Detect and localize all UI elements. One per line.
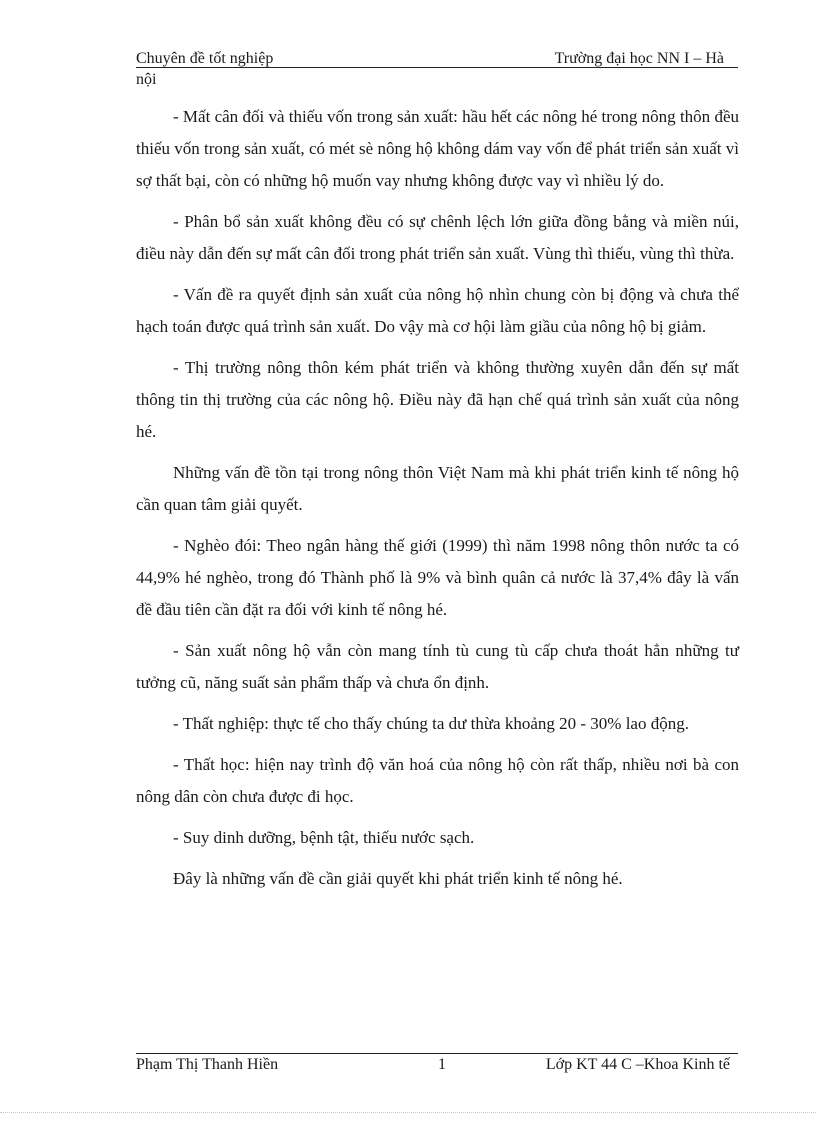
page-footer — [136, 1056, 738, 1078]
paragraph: - Mất cân đối và thiếu vốn trong sản xuất: hầu hết các nông hé trong nông thôn đều thiếu vốn trong sản xuất, có mét sè nông hộ không dám vay vốn để phát triển sản xuất vì sợ thất bại, còn có những hộ muốn vay nhưng không được vay vì nhiều lý do. — [136, 107, 739, 190]
paragraph: Đây là những vấn đề cần giải quyết khi phát triển kinh tế nông hé. — [173, 869, 623, 888]
document-body — [136, 101, 739, 904]
paragraph: - Sản xuất nông hộ vẫn còn mang tính tù cung tù cấp chưa thoát hẳn những tư tưởng cũ, năng suất sản phẩm thấp và chưa ổn định. — [136, 641, 739, 692]
paragraph: Những vấn đề tồn tại trong nông thôn Việt Nam mà khi phát triển kinh tế nông hộ cần quan tâm giải quyết. — [136, 463, 739, 514]
header-university-continuation: nội — [136, 71, 157, 88]
paragraph: - Phân bổ sản xuất không đều có sự chênh lệch lớn giữa đồng bằng và miền núi, điều này dẫn đến sự mất cân đối trong phát triển sản xuất. Vùng thì thiếu, vùng thì thừa. — [136, 212, 739, 263]
paragraph: - Thị trường nông thôn kém phát triển và không thường xuyên dẫn đến sự mất thông tin thị trường của các nông hộ. Điều này đã hạn chế quá trình sản xuất của nông hé. — [136, 358, 739, 441]
paragraph: - Thất học: hiện nay trình độ văn hoá của nông hộ còn rất thấp, nhiều nơi bà con nông dân còn chưa được đi học. — [136, 755, 739, 806]
header-document-type: Chuyên đề tốt nghiệp — [136, 50, 274, 67]
footer-author: Phạm Thị Thanh Hiền — [136, 1056, 279, 1073]
header-university: Trường đại học NN I – Hà — [554, 50, 724, 67]
paragraph: - Suy dinh dưỡng, bệnh tật, thiếu nước sạch. — [173, 828, 475, 847]
footer-class: Lớp KT 44 C –Khoa Kinh tế — [545, 1056, 730, 1073]
paragraph: - Vấn đề ra quyết định sản xuất của nông hộ nhìn chung còn bị động và chưa thể hạch toán được quá trình sản xuất. Do vậy mà cơ hội làm giầu của nông hộ bị giảm. — [136, 285, 739, 336]
footer-page-number: 1 — [438, 1056, 446, 1073]
header-divider — [136, 67, 738, 68]
page-bottom-boundary — [0, 1112, 816, 1113]
footer-divider — [136, 1053, 738, 1054]
paragraph: - Nghèo đói: Theo ngân hàng thế giới (1999) thì năm 1998 nông thôn nước ta có 44,9% hé nghèo, trong đó Thành phố là 9% và bình quân cả nước là 37,4% đây là vấn đề đầu tiên cần đặt ra đối với kinh tế nông hé. — [136, 536, 739, 619]
paragraph: - Thất nghiệp: thực tế cho thấy chúng ta dư thừa khoảng 20 - 30% lao động. — [173, 714, 689, 733]
